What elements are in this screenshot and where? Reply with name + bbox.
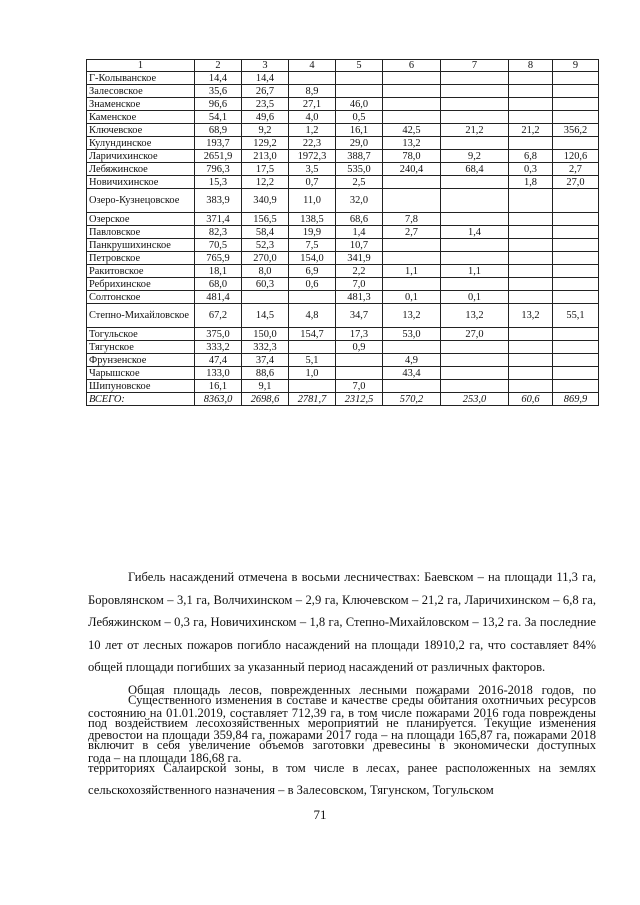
value-cell: 1,4 <box>336 226 383 239</box>
forestry-name-cell: Шипуновское <box>87 380 195 393</box>
table-row <box>87 176 599 189</box>
value-cell <box>336 367 383 380</box>
value-cell <box>509 98 553 111</box>
value-cell: 16,1 <box>195 380 242 393</box>
value-cell <box>509 380 553 393</box>
value-cell <box>441 137 509 150</box>
value-cell: 6,8 <box>509 150 553 163</box>
value-cell: 2781,7 <box>289 393 336 406</box>
value-cell <box>383 380 441 393</box>
value-cell: 388,7 <box>336 150 383 163</box>
value-cell: 70,5 <box>195 239 242 252</box>
value-cell: 8,0 <box>242 265 289 278</box>
value-cell: 21,2 <box>509 124 553 137</box>
value-cell: 270,0 <box>242 252 289 265</box>
forestry-name-cell: Ракитовское <box>87 265 195 278</box>
value-cell: 356,2 <box>553 124 599 137</box>
column-header: 8 <box>509 60 553 72</box>
value-cell: 133,0 <box>195 367 242 380</box>
text-block-lower <box>88 689 596 802</box>
value-cell: 6,9 <box>289 265 336 278</box>
value-cell: 5,1 <box>289 354 336 367</box>
value-cell <box>383 278 441 291</box>
forestry-name-cell: Залесовское <box>87 85 195 98</box>
column-header: 6 <box>383 60 441 72</box>
value-cell <box>553 291 599 304</box>
table-row <box>87 226 599 239</box>
value-cell: 35,6 <box>195 85 242 98</box>
value-cell: 2,5 <box>336 176 383 189</box>
value-cell: 52,3 <box>242 239 289 252</box>
value-cell: 481,3 <box>336 291 383 304</box>
value-cell: 37,4 <box>242 354 289 367</box>
value-cell <box>383 341 441 354</box>
value-cell: 67,2 <box>195 304 242 328</box>
column-header: 7 <box>441 60 509 72</box>
value-cell <box>383 98 441 111</box>
value-cell: 68,4 <box>441 163 509 176</box>
value-cell: 78,0 <box>383 150 441 163</box>
value-cell: 0,3 <box>509 163 553 176</box>
value-cell: 4,9 <box>383 354 441 367</box>
value-cell <box>441 72 509 85</box>
value-cell: 46,0 <box>336 98 383 111</box>
forestry-name-cell: Озеро-Кузнецовское <box>87 189 195 213</box>
value-cell <box>553 380 599 393</box>
forestry-name-cell: Петровское <box>87 252 195 265</box>
value-cell: 53,0 <box>383 328 441 341</box>
value-cell <box>553 137 599 150</box>
forestry-name-cell: Кулундинское <box>87 137 195 150</box>
value-cell <box>441 239 509 252</box>
table-header-row <box>87 60 599 72</box>
value-cell <box>441 367 509 380</box>
value-cell: 68,0 <box>195 278 242 291</box>
value-cell <box>441 213 509 226</box>
value-cell: 240,4 <box>383 163 441 176</box>
value-cell: 535,0 <box>336 163 383 176</box>
value-cell: 29,0 <box>336 137 383 150</box>
value-cell <box>553 328 599 341</box>
forestry-name-cell: Тягунское <box>87 341 195 354</box>
value-cell <box>383 252 441 265</box>
value-cell: 18,1 <box>195 265 242 278</box>
value-cell <box>509 72 553 85</box>
value-cell <box>553 354 599 367</box>
value-cell: 82,3 <box>195 226 242 239</box>
forestry-name-cell: Степно-Михайловское <box>87 304 195 328</box>
value-cell: 138,5 <box>289 213 336 226</box>
value-cell: 26,7 <box>242 85 289 98</box>
value-cell <box>509 252 553 265</box>
value-cell: 213,0 <box>242 150 289 163</box>
value-cell <box>553 111 599 124</box>
table-total-row <box>87 393 599 406</box>
value-cell <box>509 85 553 98</box>
value-cell: 58,4 <box>242 226 289 239</box>
value-cell <box>509 328 553 341</box>
value-cell: 17,5 <box>242 163 289 176</box>
value-cell: 34,7 <box>336 304 383 328</box>
value-cell: 4,8 <box>289 304 336 328</box>
value-cell: 7,0 <box>336 380 383 393</box>
value-cell: 13,2 <box>383 304 441 328</box>
paragraph-deaths: Гибель насаждений отмечена в восьми лесничествах: Баевском – на площади 11,3 га, Боровлянском – 3,1 га, Волчихинском – 2,9 га, Ключевском – 21,2 га, Ларичихинском – 6,8 га, Лебяжинском – 0,3 га, Новичихинском – 1,8 га, Степно-Михайловском – 13,2 га. За последние 10 лет от лесных пожаров погибло насаждений на площади 18910,2 га, что составляет 84% общей площади погибших за указанный период насаждений от различных факторов. <box>88 570 596 675</box>
value-cell: 375,0 <box>195 328 242 341</box>
table-row <box>87 328 599 341</box>
value-cell <box>441 98 509 111</box>
value-cell <box>553 341 599 354</box>
value-cell <box>509 341 553 354</box>
value-cell: 14,4 <box>242 72 289 85</box>
value-cell <box>441 341 509 354</box>
value-cell: 869,9 <box>553 393 599 406</box>
value-cell <box>553 72 599 85</box>
table-row <box>87 72 599 85</box>
value-cell <box>509 213 553 226</box>
value-cell: 120,6 <box>553 150 599 163</box>
value-cell <box>336 85 383 98</box>
table-row <box>87 252 599 265</box>
value-cell: 129,2 <box>242 137 289 150</box>
value-cell: 765,9 <box>195 252 242 265</box>
value-cell <box>509 278 553 291</box>
value-cell: 49,6 <box>242 111 289 124</box>
forestry-name-cell: Тогульское <box>87 328 195 341</box>
forestry-name-cell: Панкрушихинское <box>87 239 195 252</box>
value-cell <box>553 98 599 111</box>
value-cell <box>553 226 599 239</box>
value-cell: 19,9 <box>289 226 336 239</box>
table-row <box>87 124 599 137</box>
value-cell: 796,3 <box>195 163 242 176</box>
table-row <box>87 367 599 380</box>
forestry-name-cell: Лебяжинское <box>87 163 195 176</box>
table-row <box>87 291 599 304</box>
value-cell <box>509 137 553 150</box>
table-row <box>87 85 599 98</box>
value-cell: 1,4 <box>441 226 509 239</box>
forest-fire-table <box>86 59 599 406</box>
value-cell: 68,6 <box>336 213 383 226</box>
value-cell: 2312,5 <box>336 393 383 406</box>
value-cell: 0,7 <box>289 176 336 189</box>
value-cell: 253,0 <box>441 393 509 406</box>
value-cell <box>289 291 336 304</box>
value-cell <box>336 72 383 85</box>
table-row <box>87 163 599 176</box>
value-cell: 154,0 <box>289 252 336 265</box>
value-cell: 2,7 <box>553 163 599 176</box>
value-cell: 150,0 <box>242 328 289 341</box>
forestry-name-cell: Чарышское <box>87 367 195 380</box>
value-cell: 371,4 <box>195 213 242 226</box>
value-cell: 1972,3 <box>289 150 336 163</box>
column-header: 2 <box>195 60 242 72</box>
page-number: 71 <box>313 807 327 822</box>
paragraph-damaged-area: Общая площадь лесов, поврежденных лесными пожарами 2016-2018 годов, по состоянию на 01.01.2019, составляет 712,39 га, в том числе пожарами 2016 года повреждены древостои на площади 359,84 га, пожарами 2017 года – на площади 165,87 га, пожарами 2018 года – на площади 186,68 га. <box>88 682 596 765</box>
value-cell: 96,6 <box>195 98 242 111</box>
value-cell <box>441 252 509 265</box>
value-cell <box>289 341 336 354</box>
value-cell: 0,1 <box>441 291 509 304</box>
value-cell <box>553 85 599 98</box>
value-cell: 54,1 <box>195 111 242 124</box>
value-cell: 0,9 <box>336 341 383 354</box>
table-row <box>87 213 599 226</box>
value-cell: 22,3 <box>289 137 336 150</box>
value-cell: 68,9 <box>195 124 242 137</box>
forestry-name-cell: Новичихинское <box>87 176 195 189</box>
value-cell <box>441 278 509 291</box>
value-cell: 14,5 <box>242 304 289 328</box>
value-cell: 1,0 <box>289 367 336 380</box>
value-cell <box>553 239 599 252</box>
table-row <box>87 98 599 111</box>
value-cell: 23,5 <box>242 98 289 111</box>
value-cell: 17,3 <box>336 328 383 341</box>
value-cell: 8363,0 <box>195 393 242 406</box>
table-row <box>87 354 599 367</box>
value-cell: 156,5 <box>242 213 289 226</box>
value-cell: 13,2 <box>441 304 509 328</box>
value-cell <box>509 226 553 239</box>
value-cell <box>336 354 383 367</box>
value-cell: 340,9 <box>242 189 289 213</box>
value-cell: 0,1 <box>383 291 441 304</box>
value-cell: 341,9 <box>336 252 383 265</box>
value-cell: 1,1 <box>383 265 441 278</box>
table-row <box>87 189 599 213</box>
value-cell <box>441 189 509 213</box>
value-cell: 3,5 <box>289 163 336 176</box>
value-cell <box>553 367 599 380</box>
value-cell <box>242 291 289 304</box>
value-cell: 0,5 <box>336 111 383 124</box>
forestry-name-cell: Г-Колыванское <box>87 72 195 85</box>
value-cell <box>441 354 509 367</box>
value-cell <box>383 111 441 124</box>
forestry-name-cell: Ключевское <box>87 124 195 137</box>
forestry-name-cell: Ларичихинское <box>87 150 195 163</box>
table-row <box>87 239 599 252</box>
table-row <box>87 304 599 328</box>
value-cell: 60,6 <box>509 393 553 406</box>
value-cell: 10,7 <box>336 239 383 252</box>
value-cell: 9,2 <box>441 150 509 163</box>
table-row <box>87 265 599 278</box>
column-header: 5 <box>336 60 383 72</box>
value-cell: 2698,6 <box>242 393 289 406</box>
value-cell <box>509 189 553 213</box>
value-cell <box>509 367 553 380</box>
value-cell: 88,6 <box>242 367 289 380</box>
value-cell: 193,7 <box>195 137 242 150</box>
value-cell: 2,2 <box>336 265 383 278</box>
value-cell <box>441 380 509 393</box>
value-cell <box>553 213 599 226</box>
table-row <box>87 150 599 163</box>
value-cell: 32,0 <box>336 189 383 213</box>
value-cell <box>441 176 509 189</box>
column-header: 3 <box>242 60 289 72</box>
forestry-name-cell: Солтонское <box>87 291 195 304</box>
value-cell: 13,2 <box>509 304 553 328</box>
forestry-name-cell: ВСЕГО: <box>87 393 195 406</box>
value-cell <box>509 239 553 252</box>
value-cell <box>383 176 441 189</box>
value-cell <box>553 189 599 213</box>
table-row <box>87 380 599 393</box>
forestry-name-cell: Знаменское <box>87 98 195 111</box>
value-cell: 14,4 <box>195 72 242 85</box>
value-cell: 1,2 <box>289 124 336 137</box>
value-cell <box>289 72 336 85</box>
value-cell: 8,9 <box>289 85 336 98</box>
value-cell: 27,1 <box>289 98 336 111</box>
column-header: 9 <box>553 60 599 72</box>
value-cell: 4,0 <box>289 111 336 124</box>
value-cell: 154,7 <box>289 328 336 341</box>
value-cell <box>441 111 509 124</box>
value-cell: 27,0 <box>441 328 509 341</box>
value-cell: 60,3 <box>242 278 289 291</box>
value-cell: 2651,9 <box>195 150 242 163</box>
forest-fire-table-container <box>86 59 598 406</box>
value-cell <box>383 72 441 85</box>
value-cell: 16,1 <box>336 124 383 137</box>
value-cell <box>553 252 599 265</box>
value-cell: 9,2 <box>242 124 289 137</box>
value-cell: 1,1 <box>441 265 509 278</box>
value-cell <box>509 265 553 278</box>
value-cell <box>383 189 441 213</box>
forestry-name-cell: Ребрихинское <box>87 278 195 291</box>
forestry-name-cell: Фрунзенское <box>87 354 195 367</box>
value-cell: 13,2 <box>383 137 441 150</box>
value-cell <box>509 291 553 304</box>
value-cell: 43,4 <box>383 367 441 380</box>
forestry-name-cell: Павловское <box>87 226 195 239</box>
value-cell <box>289 380 336 393</box>
value-cell: 332,3 <box>242 341 289 354</box>
value-cell: 7,0 <box>336 278 383 291</box>
value-cell: 9,1 <box>242 380 289 393</box>
value-cell: 15,3 <box>195 176 242 189</box>
value-cell: 27,0 <box>553 176 599 189</box>
value-cell: 1,8 <box>509 176 553 189</box>
value-cell <box>383 239 441 252</box>
paragraph-habitat: Существенного изменения в составе и качестве среды обитания охотничьих ресурсов под воздействием лесохозяйственных мероприятий не планируется. Текущие изменения включит в себя увеличение объемов заготовки древесины в экономически доступных территориях Салаирской зоны, в том числе в лесах, ранее расположенных на землях сельскохозяйственного назначения – в Залесовском, Тягунском, Тогульском <box>88 693 596 798</box>
value-cell: 12,2 <box>242 176 289 189</box>
value-cell <box>509 354 553 367</box>
value-cell: 383,9 <box>195 189 242 213</box>
value-cell: 7,5 <box>289 239 336 252</box>
value-cell: 42,5 <box>383 124 441 137</box>
value-cell: 7,8 <box>383 213 441 226</box>
value-cell <box>553 278 599 291</box>
forestry-name-cell: Каменское <box>87 111 195 124</box>
table-row <box>87 137 599 150</box>
value-cell <box>553 265 599 278</box>
value-cell <box>509 111 553 124</box>
value-cell: 47,4 <box>195 354 242 367</box>
value-cell: 570,2 <box>383 393 441 406</box>
forestry-name-cell: Озерское <box>87 213 195 226</box>
value-cell: 481,4 <box>195 291 242 304</box>
value-cell <box>383 85 441 98</box>
value-cell: 333,2 <box>195 341 242 354</box>
table-row <box>87 341 599 354</box>
value-cell: 55,1 <box>553 304 599 328</box>
value-cell: 21,2 <box>441 124 509 137</box>
table-row <box>87 278 599 291</box>
column-header: 1 <box>87 60 195 72</box>
value-cell: 0,6 <box>289 278 336 291</box>
value-cell <box>441 85 509 98</box>
column-header: 4 <box>289 60 336 72</box>
table-row <box>87 111 599 124</box>
value-cell: 11,0 <box>289 189 336 213</box>
value-cell: 2,7 <box>383 226 441 239</box>
